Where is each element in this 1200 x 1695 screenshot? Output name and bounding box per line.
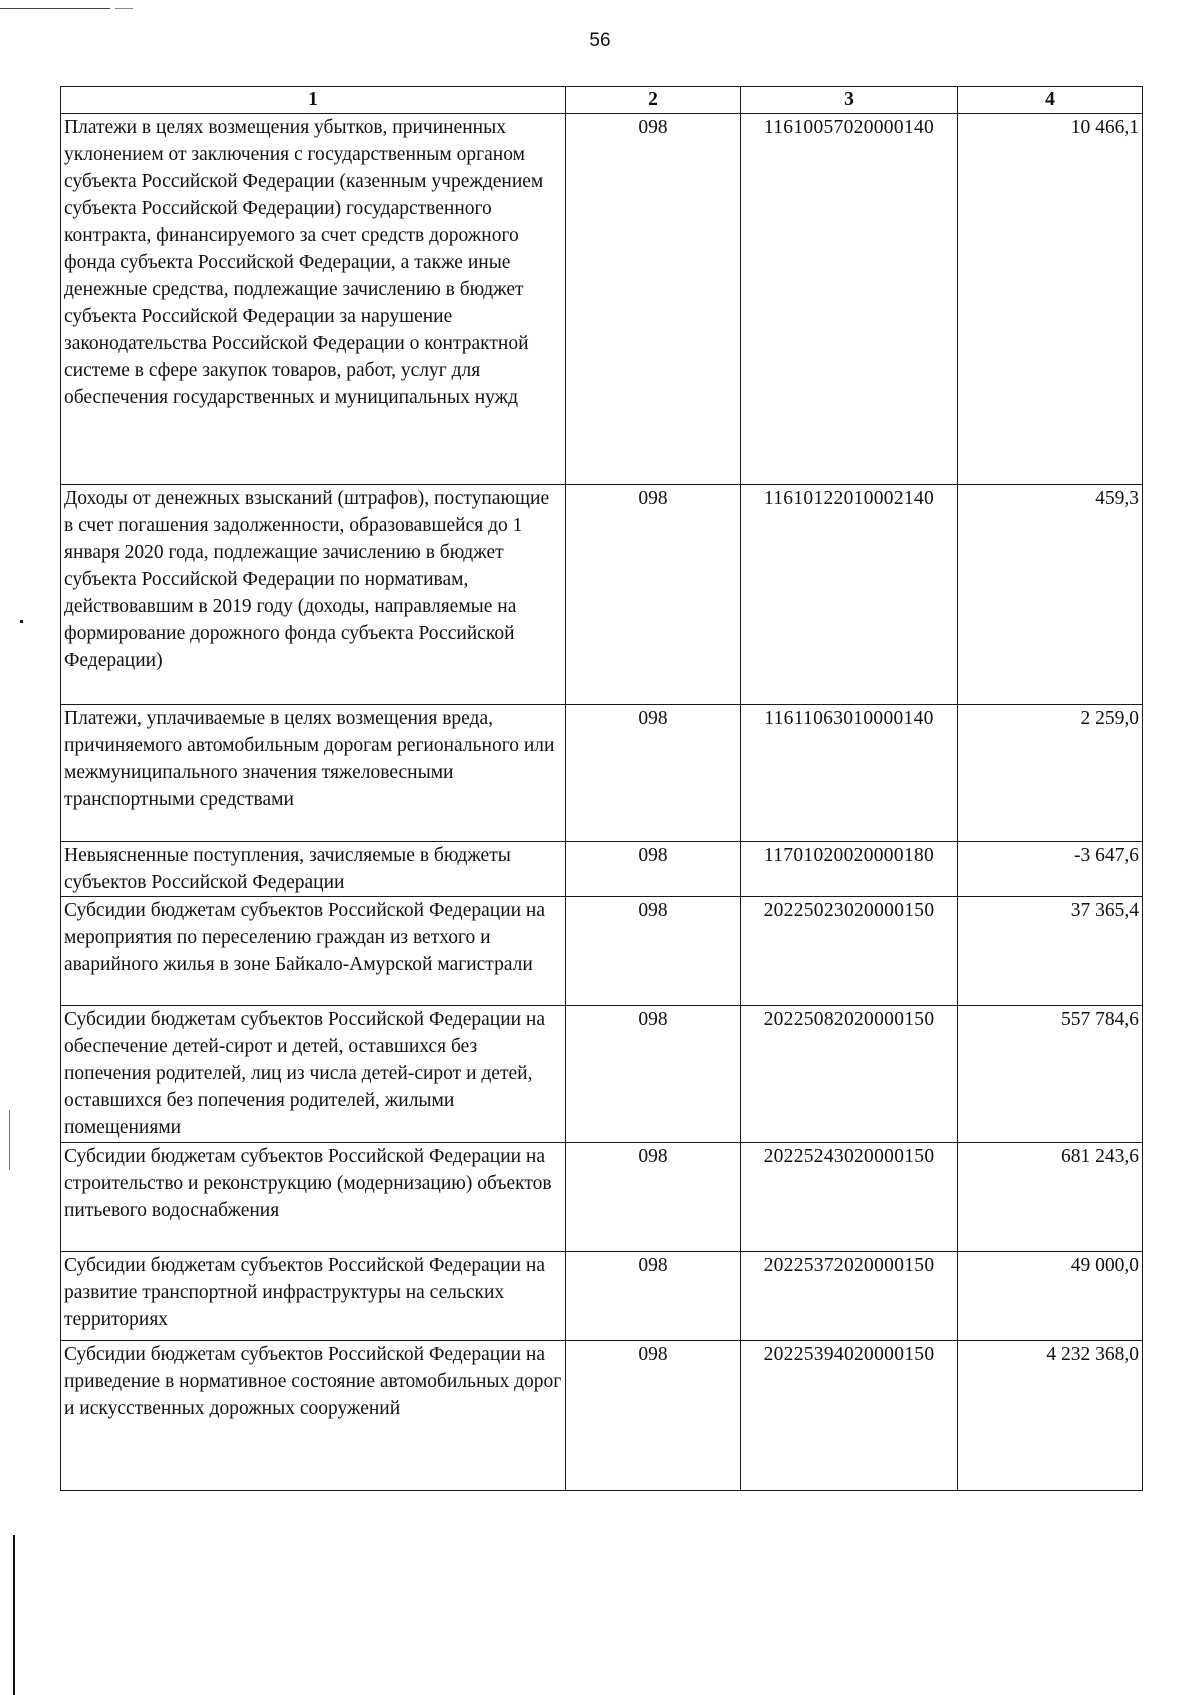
amount: -3 647,6 xyxy=(958,842,1143,897)
revenue-name: Невыясненные поступления, зачисляемые в бюджеты субъектов Российской Федерации xyxy=(61,842,566,897)
table-row xyxy=(61,1143,1143,1252)
page-number: 56 xyxy=(589,30,611,51)
table-row xyxy=(61,1341,1143,1491)
revenue-name: Субсидии бюджетам субъектов Российской Федерации на обеспечение детей-сирот и детей, оставшихся без попечения родителей, лиц из числа детей-сирот и детей, оставшихся без попечения родителей, жилыми помещениями xyxy=(61,1006,566,1143)
table-row xyxy=(61,485,1143,705)
column-header: 1 xyxy=(61,87,566,114)
revenue-name: Доходы от денежных взысканий (штрафов), поступающие в счет погашения задолженности, образовавшейся до 1 января 2020 года, подлежащие зачислению в бюджет субъекта Российской Федерации по нормативам, действовавшим в 2019 году (доходы, направляемые на формирование дорожного фонда субъекта Российской Федерации) xyxy=(61,485,566,705)
budget-classification-code: 20225394020000150 xyxy=(741,1341,958,1491)
admin-code: 098 xyxy=(566,1006,741,1143)
amount: 49 000,0 xyxy=(958,1252,1143,1341)
revenue-name: Субсидии бюджетам субъектов Российской Федерации на развитие транспортной инфраструктуры на сельских территориях xyxy=(61,1252,566,1341)
budget-classification-code: 11611063010000140 xyxy=(741,705,958,842)
table-header-row xyxy=(61,87,1143,114)
amount: 681 243,6 xyxy=(958,1143,1143,1252)
column-header: 2 xyxy=(566,87,741,114)
table-row xyxy=(61,1006,1143,1143)
amount: 459,3 xyxy=(958,485,1143,705)
revenue-name: Платежи, уплачиваемые в целях возмещения вреда, причиняемого автомобильным дорогам регионального или межмуниципального значения тяжеловесными транспортными средствами xyxy=(61,705,566,842)
revenue-name: Субсидии бюджетам субъектов Российской Федерации на приведение в нормативное состояние автомобильных дорог и искусственных дорожных сооружений xyxy=(61,1341,566,1491)
revenue-name: Субсидии бюджетам субъектов Российской Федерации на строительство и реконструкцию (модернизацию) объектов питьевого водоснабжения xyxy=(61,1143,566,1252)
admin-code: 098 xyxy=(566,1143,741,1252)
column-header: 4 xyxy=(958,87,1143,114)
budget-classification-code: 20225082020000150 xyxy=(741,1006,958,1143)
scan-artifact-line xyxy=(0,8,110,9)
budget-classification-code: 20225372020000150 xyxy=(741,1252,958,1341)
admin-code: 098 xyxy=(566,897,741,1006)
revenue-name: Платежи в целях возмещения убытков, причиненных уклонением от заключения с государственным органом субъекта Российской Федерации (казенным учреждением субъекта Российской Федерации) государственного контракта, финансируемого за счет средств дорожного фонда субъекта Российской Федерации, а также иные денежные средства, подлежащие зачислению в бюджет субъекта Российской Федерации за нарушение законодательства Российской Федерации о контрактной системе в сфере закупок товаров, работ, услуг для обеспечения государственных и муниципальных нужд xyxy=(61,114,566,485)
scan-artifact-line xyxy=(115,8,133,9)
table-row xyxy=(61,842,1143,897)
amount: 557 784,6 xyxy=(958,1006,1143,1143)
revenue-table xyxy=(60,86,1143,1491)
scan-artifact-line xyxy=(9,1110,10,1170)
amount: 2 259,0 xyxy=(958,705,1143,842)
scan-artifact-dot xyxy=(20,620,23,623)
table-row xyxy=(61,897,1143,1006)
table-row xyxy=(61,1252,1143,1341)
admin-code: 098 xyxy=(566,1252,741,1341)
budget-classification-code: 11701020020000180 xyxy=(741,842,958,897)
budget-classification-code: 20225243020000150 xyxy=(741,1143,958,1252)
admin-code: 098 xyxy=(566,842,741,897)
amount: 10 466,1 xyxy=(958,114,1143,485)
table-row xyxy=(61,705,1143,842)
admin-code: 098 xyxy=(566,1341,741,1491)
amount: 4 232 368,0 xyxy=(958,1341,1143,1491)
scan-artifact-line xyxy=(13,1535,15,1695)
revenue-name: Субсидии бюджетам субъектов Российской Федерации на мероприятия по переселению граждан из ветхого и аварийного жилья в зоне Байкало-Амурской магистрали xyxy=(61,897,566,1006)
amount: 37 365,4 xyxy=(958,897,1143,1006)
budget-classification-code: 11610057020000140 xyxy=(741,114,958,485)
budget-classification-code: 20225023020000150 xyxy=(741,897,958,1006)
admin-code: 098 xyxy=(566,114,741,485)
budget-classification-code: 11610122010002140 xyxy=(741,485,958,705)
column-header: 3 xyxy=(741,87,958,114)
admin-code: 098 xyxy=(566,705,741,842)
admin-code: 098 xyxy=(566,485,741,705)
table-row xyxy=(61,114,1143,485)
